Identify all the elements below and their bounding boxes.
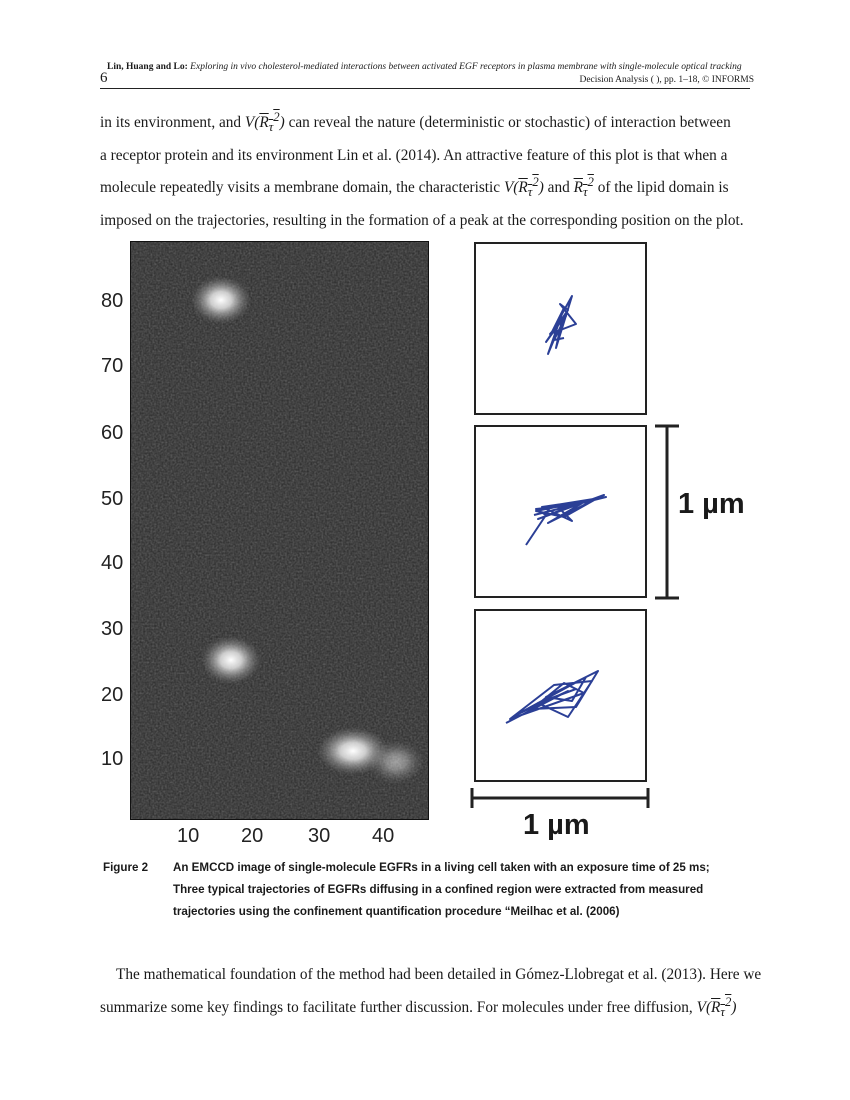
- horizontal-scale-bar: [470, 786, 650, 810]
- running-header: [107, 62, 755, 72]
- trajectory-line: [526, 495, 606, 545]
- vertical-scale-label: 1 µm: [678, 488, 745, 520]
- emccd-image: [130, 241, 429, 820]
- image-y-tick: 60: [101, 422, 124, 444]
- caption-text: [173, 857, 751, 923]
- header-authors: Lin, Huang and Lo:: [107, 62, 188, 72]
- image-y-tick: 40: [101, 552, 124, 574]
- image-y-tick: 80: [101, 290, 124, 312]
- v-r-tau-expression: $V(R_\tau^2)$: [244, 110, 285, 135]
- paragraph-line: imposed on the trajectories, resulting in the formation of a peak at the corresponding position on the plot.: [100, 211, 744, 229]
- caption-line: trajectories using the confinement quantification procedure “Meilhac et al. (2006): [173, 905, 620, 918]
- image-x-tick: 30: [308, 825, 331, 847]
- horizontal-scale-label: 1 µm: [523, 809, 590, 841]
- molecule-spot: [191, 276, 251, 324]
- paragraph-line: summarize some key findings to facilitate further discussion. For molecules under free diffusion, $V(R_\tau^2)$: [100, 994, 737, 1019]
- trajectory-panel-3: [474, 609, 647, 782]
- trajectory-line: [506, 671, 598, 723]
- top-paragraph: [100, 104, 750, 234]
- v-r-tau-expression: $V(R_\tau^2)$: [696, 994, 737, 1019]
- paragraph-line: in its environment, and $V(R_\tau^2)$ can reveal the nature (deterministic or stochastic) of interaction between: [100, 110, 731, 135]
- trajectory-panel-1: [474, 242, 647, 415]
- image-y-tick: 20: [101, 684, 124, 706]
- paragraph-line: a receptor protein and its environment Lin et al. (2014). An attractive feature of this plot is that when a: [100, 146, 728, 164]
- caption-line: Three typical trajectories of EGFRs diffusing in a confined region were extracted from measured: [173, 883, 704, 896]
- trajectory-line: [546, 296, 576, 354]
- trajectory-plot: [476, 244, 645, 413]
- header-journal: Decision Analysis ( ), pp. 1–18, © INFORMS: [579, 75, 754, 85]
- image-y-tick: 50: [101, 488, 124, 510]
- header-rule: [100, 88, 750, 89]
- molecule-spot: [368, 740, 424, 784]
- v-r-tau-expression: $V(R_\tau^2)$: [503, 175, 544, 200]
- trajectory-plot: [476, 611, 645, 780]
- figure-label: Figure 2: [103, 861, 149, 874]
- header-title: Exploring in vivo cholesterol-mediated interactions between activated EGF receptors in plasma membrane with single-molecule optical tracking: [190, 62, 742, 72]
- trajectory-panel-2: [474, 425, 647, 598]
- image-y-tick: 70: [101, 355, 124, 377]
- trajectory-plot: [476, 427, 645, 596]
- r-tau-expression: $R_\tau^2$: [573, 175, 594, 200]
- molecule-spot: [201, 636, 261, 684]
- emccd-image-graphic: [131, 242, 428, 819]
- image-x-tick: 40: [372, 825, 395, 847]
- image-y-tick: 10: [101, 748, 124, 770]
- paragraph-line: molecule repeatedly visits a membrane domain, the characteristic $V(R_\tau^2)$ and $R_\tau^2$ of the lipid domain is: [100, 175, 729, 200]
- caption-line: An EMCCD image of single-molecule EGFRs in a living cell taken with an exposure time of 25 ms;: [173, 861, 710, 874]
- page-number: 6: [100, 70, 108, 86]
- bottom-paragraph: [100, 961, 762, 1026]
- image-x-tick: 20: [241, 825, 264, 847]
- image-x-tick: 10: [177, 825, 200, 847]
- image-y-tick: 30: [101, 618, 124, 640]
- paragraph-line: The mathematical foundation of the method had been detailed in Gómez-Llobregat et al. (2013). Here we: [116, 966, 762, 983]
